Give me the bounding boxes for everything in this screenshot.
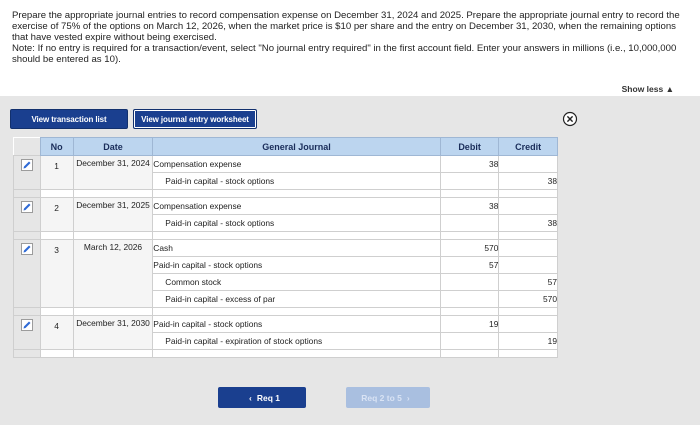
view-transaction-list-button[interactable]: View transaction list — [10, 109, 128, 129]
table-row — [14, 240, 558, 257]
instructions — [12, 10, 682, 65]
spacer-cell — [499, 350, 558, 358]
spacer-cell — [14, 232, 41, 240]
header-general-journal: General Journal — [153, 138, 440, 156]
entry-no: 4 — [40, 316, 73, 350]
edit-entry-2[interactable] — [14, 198, 41, 232]
account-field[interactable]: Cash — [153, 240, 440, 257]
debit-field[interactable]: 570 — [440, 240, 499, 257]
spacer-cell — [440, 232, 499, 240]
account-field[interactable]: Paid-in capital - stock options — [153, 215, 440, 232]
credit-field[interactable]: 57 — [499, 274, 558, 291]
instructions-note: Note: If no entry is required for a transaction/event, select "No journal entry required" in the first account field. Enter your answers in millions (i.e., 10,000,000 should be entered as 10). — [12, 43, 677, 65]
instructions-text: Prepare the appropriate journal entries to record compensation expense on December 31, 2024 and 2025. Prepare the appropriate journal entry to record the exercise of 75% of the options on March 12, 2026, when the market price is $10 per share and the entry on December 31, 2030, when the remaining options that have vested expire without being exercised. — [12, 10, 680, 43]
debit-field[interactable] — [440, 291, 499, 308]
debit-field[interactable]: 38 — [440, 198, 499, 215]
pencil-icon[interactable] — [21, 201, 33, 213]
credit-field[interactable] — [499, 257, 558, 274]
spacer-cell — [440, 190, 499, 198]
account-field[interactable]: Compensation expense — [153, 198, 440, 215]
spacer-cell — [499, 190, 558, 198]
spacer-cell — [153, 350, 440, 358]
entry-date[interactable]: December 31, 2030 — [73, 316, 153, 350]
spacer-cell — [499, 308, 558, 316]
credit-field[interactable] — [499, 198, 558, 215]
table-row-spacer — [14, 190, 558, 198]
account-field[interactable]: Compensation expense — [153, 156, 440, 173]
spacer-cell — [73, 232, 153, 240]
credit-field[interactable] — [499, 156, 558, 173]
prev-req-label: Req 1 — [256, 392, 280, 403]
debit-field[interactable]: 38 — [440, 156, 499, 173]
account-field[interactable]: Paid-in capital - stock options — [153, 316, 440, 333]
account-field[interactable]: Common stock — [153, 274, 440, 291]
journal-table-wrapper — [13, 137, 558, 358]
credit-field[interactable]: 38 — [499, 215, 558, 232]
spacer-cell — [73, 308, 153, 316]
spacer-cell — [14, 350, 41, 358]
spacer-cell — [153, 308, 440, 316]
credit-field[interactable]: 19 — [499, 333, 558, 350]
credit-field[interactable] — [499, 240, 558, 257]
credit-field[interactable]: 38 — [499, 173, 558, 190]
spacer-cell — [440, 350, 499, 358]
edit-entry-3[interactable] — [14, 240, 41, 308]
entry-no: 1 — [40, 156, 73, 190]
table-row-spacer — [14, 232, 558, 240]
next-req-button — [346, 387, 430, 408]
chevron-right-icon: › — [406, 392, 410, 403]
view-journal-entry-worksheet-button[interactable]: View journal entry worksheet — [133, 109, 257, 129]
pencil-icon[interactable] — [21, 243, 33, 255]
debit-field[interactable] — [440, 333, 499, 350]
spacer-cell — [499, 232, 558, 240]
table-row — [14, 198, 558, 215]
journal-table — [13, 137, 558, 358]
edit-entry-4[interactable] — [14, 316, 41, 350]
entry-date[interactable]: December 31, 2025 — [73, 198, 153, 232]
header-debit: Debit — [440, 138, 499, 156]
header-credit: Credit — [499, 138, 558, 156]
entry-no: 3 — [40, 240, 73, 308]
spacer-cell — [73, 350, 153, 358]
account-field[interactable]: Paid-in capital - stock options — [153, 173, 440, 190]
header-no: No — [40, 138, 73, 156]
spacer-cell — [440, 308, 499, 316]
spacer-cell — [14, 190, 41, 198]
prev-req-button[interactable] — [218, 387, 306, 408]
header-spacer — [14, 138, 41, 156]
journal-table-body — [14, 156, 558, 358]
header-date: Date — [73, 138, 153, 156]
account-field[interactable]: Paid-in capital - excess of par — [153, 291, 440, 308]
spacer-cell — [153, 232, 440, 240]
debit-field[interactable] — [440, 173, 499, 190]
table-row — [14, 156, 558, 173]
entry-date[interactable]: December 31, 2024 — [73, 156, 153, 190]
chevron-left-icon: ‹ — [249, 392, 252, 403]
debit-field[interactable] — [440, 215, 499, 232]
debit-field[interactable]: 19 — [440, 316, 499, 333]
next-req-label: Req 2 to 5 — [361, 392, 402, 403]
spacer-cell — [40, 232, 73, 240]
account-field[interactable]: Paid-in capital - expiration of stock options — [153, 333, 440, 350]
entry-date[interactable]: March 12, 2026 — [73, 240, 153, 308]
entry-no: 2 — [40, 198, 73, 232]
spacer-cell — [40, 190, 73, 198]
spacer-cell — [153, 190, 440, 198]
spacer-cell — [14, 308, 41, 316]
pencil-icon[interactable] — [21, 159, 33, 171]
spacer-cell — [40, 308, 73, 316]
spacer-cell — [40, 350, 73, 358]
debit-field[interactable] — [440, 274, 499, 291]
close-icon[interactable] — [562, 111, 578, 127]
show-less-link[interactable]: Show less ▲ — [621, 84, 674, 94]
credit-field[interactable]: 570 — [499, 291, 558, 308]
edit-entry-1[interactable] — [14, 156, 41, 190]
debit-field[interactable]: 57 — [440, 257, 499, 274]
table-row-spacer — [14, 350, 558, 358]
table-header-row — [14, 138, 558, 156]
pencil-icon[interactable] — [21, 319, 33, 331]
account-field[interactable]: Paid-in capital - stock options — [153, 257, 440, 274]
credit-field[interactable] — [499, 316, 558, 333]
table-row-spacer — [14, 308, 558, 316]
table-row — [14, 316, 558, 333]
spacer-cell — [73, 190, 153, 198]
